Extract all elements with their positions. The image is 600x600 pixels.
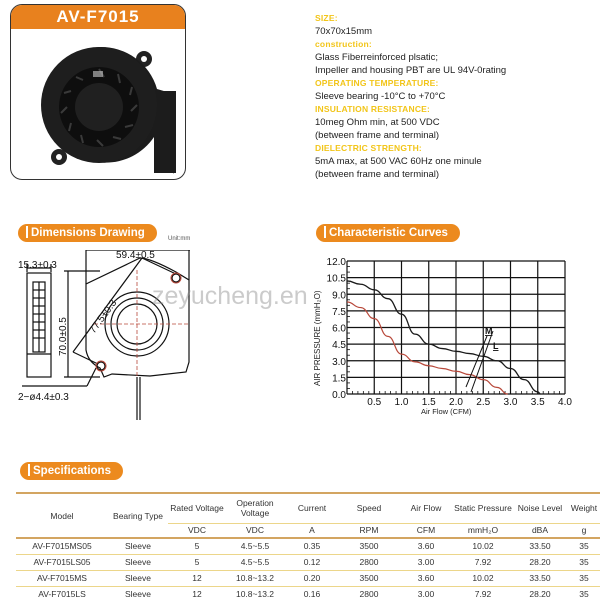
spec-insulation-resistance: [315, 103, 595, 142]
spec-label: OPERATING TEMPERATURE:: [315, 78, 439, 88]
spec-list: [315, 12, 595, 181]
spec-label: DIELECTRIC STRENGTH:: [315, 143, 422, 153]
cell-noise: 33.50: [512, 570, 568, 586]
dim-height: 70.0±0.5: [58, 317, 69, 356]
spec-value: Glass Fiberreinforced plsatic;: [315, 52, 439, 63]
cell-rated-voltage: 5: [168, 538, 226, 554]
x-tick-label: 2.5: [476, 397, 491, 408]
cell-speed: 3500: [340, 570, 398, 586]
chart-x-axis-label: Air Flow (CFM): [421, 407, 472, 416]
cell-air-flow: 3.00: [398, 554, 454, 570]
annotation-label-m: M: [485, 326, 493, 336]
cell-noise: 33.50: [512, 538, 568, 554]
y-tick-label: 12.0: [326, 257, 346, 268]
dim-thickness: 15.3±0.3: [18, 260, 57, 271]
cell-model: AV-F7015LS: [16, 586, 108, 600]
cell-current: 0.35: [284, 538, 340, 554]
cell-rated-voltage: 5: [168, 554, 226, 570]
dim-holes: 2−ø4.4±0.3: [18, 392, 69, 403]
cell-noise: 28.20: [512, 554, 568, 570]
y-tick-label: 7.5: [332, 306, 346, 318]
x-tick-label: 2.0: [449, 397, 463, 408]
pill-bar-icon: [26, 226, 28, 238]
section-title: Dimensions Drawing: [31, 227, 145, 239]
product-card: [10, 4, 186, 180]
cell-static-pressure: 7.92: [454, 554, 512, 570]
column-header-air-flow: Air Flow: [398, 493, 454, 523]
x-tick-label: 1.5: [421, 397, 436, 408]
unit-operation-voltage: VDC: [226, 523, 284, 538]
product-title: AV-F7015: [11, 5, 185, 29]
cell-speed: 3500: [340, 538, 398, 554]
column-header-bearing-type: Bearing Type: [108, 493, 168, 538]
cell-static-pressure: 10.02: [454, 538, 512, 554]
unit-speed: RPM: [340, 523, 398, 538]
y-tick-label: 0.0: [332, 390, 346, 401]
x-tick-label: 4.0: [558, 397, 572, 408]
section-header-curves: [316, 224, 460, 242]
cell-bearing: Sleeve: [108, 586, 168, 600]
cell-bearing: Sleeve: [108, 570, 168, 586]
annotation-label-l: L: [493, 341, 499, 351]
cell-air-flow: 3.60: [398, 538, 454, 554]
cell-air-flow: 3.60: [398, 570, 454, 586]
x-tick-label: 0.5: [367, 397, 382, 408]
spec-label: construction:: [315, 39, 372, 49]
spec-value: Sleeve bearing -10°C to +70°C: [315, 91, 446, 102]
pill-bar-icon: [324, 226, 326, 238]
table-row: [16, 554, 600, 570]
unit-air-flow: CFM: [398, 523, 454, 538]
x-tick-label: 3.0: [503, 397, 518, 408]
cell-operation-voltage: 4.5~5.5: [226, 538, 284, 554]
cell-model: AV-F7015MS: [16, 570, 108, 586]
table-row: [16, 586, 600, 600]
spec-value: (between frame and terminal): [315, 169, 440, 180]
cell-current: 0.20: [284, 570, 340, 586]
dimensions-drawing: [0, 250, 300, 420]
cell-current: 0.12: [284, 554, 340, 570]
unit-static-pressure: mmH₂O: [454, 523, 512, 538]
spec-value: Impeller and housing PBT are UL 94V-0rating: [315, 65, 507, 76]
column-header-model: Model: [16, 493, 108, 538]
cell-static-pressure: 7.92: [454, 586, 512, 600]
column-header-static-pressure: Static Pressure: [454, 493, 512, 523]
unit-weight: g: [568, 523, 600, 538]
pill-bar-icon: [28, 464, 30, 476]
section-header-specifications: [20, 462, 123, 480]
cell-current: 0.16: [284, 586, 340, 600]
dim-diagonal: 77.5±0.3: [87, 297, 120, 336]
cell-rated-voltage: 12: [168, 586, 226, 600]
cell-bearing: Sleeve: [108, 554, 168, 570]
spec-label: SIZE:: [315, 13, 338, 23]
unit-current: A: [284, 523, 340, 538]
cell-operation-voltage: 10.8~13.2: [226, 586, 284, 600]
characteristic-curves-chart: [300, 250, 600, 420]
spec-value: 70x70x15mm: [315, 26, 373, 37]
column-header-current: Current: [284, 493, 340, 523]
y-tick-label: 10.5: [326, 273, 346, 285]
spec-value: 5mA max, at 500 VAC 60Hz one minule: [315, 156, 482, 167]
spec-value: 10meg Ohm min, at 500 VDC: [315, 117, 440, 128]
y-tick-label: 3.0: [332, 356, 346, 368]
y-tick-label: 6.0: [332, 323, 346, 335]
y-tick-label: 4.5: [332, 340, 346, 352]
cell-weight: 35: [568, 570, 600, 586]
section-title: Characteristic Curves: [329, 227, 448, 239]
section-title: Specifications: [33, 465, 111, 477]
dim-width: 59.4±0.5: [116, 250, 155, 261]
spec-value: (between frame and terminal): [315, 130, 440, 141]
cell-weight: 35: [568, 586, 600, 600]
unit-note: Unit:mm: [168, 236, 191, 242]
spec-dielectric-strength: [315, 142, 595, 181]
unit-noise-level: dBA: [512, 523, 568, 538]
unit-rated-voltage: VDC: [168, 523, 226, 538]
table-row: [16, 570, 600, 586]
cell-operation-voltage: 10.8~13.2: [226, 570, 284, 586]
y-tick-label: 1.5: [332, 373, 346, 385]
blower-fan-photo: [29, 39, 179, 174]
cell-model: AV-F7015LS05: [16, 554, 108, 570]
spec-construction: [315, 38, 595, 77]
section-header-dimensions: [18, 224, 157, 242]
chart-y-axis-label: AIR PRESSURE (mmH₂O): [313, 290, 322, 386]
cell-weight: 35: [568, 538, 600, 554]
cell-weight: 35: [568, 554, 600, 570]
spec-label: INSULATION RESISTANCE:: [315, 104, 431, 114]
cell-operation-voltage: 4.5~5.5: [226, 554, 284, 570]
specifications-table: [16, 492, 600, 600]
spec-size: [315, 12, 595, 38]
column-header-speed: Speed: [340, 493, 398, 523]
column-header-operation-voltage: Operation Voltage: [226, 493, 284, 523]
cell-bearing: Sleeve: [108, 538, 168, 554]
column-header-rated-voltage: Rated Voltage: [168, 493, 226, 523]
spec-operating-temperature: [315, 77, 595, 103]
y-tick-label: 9.0: [332, 290, 346, 302]
cell-speed: 2800: [340, 554, 398, 570]
x-tick-label: 3.5: [530, 397, 545, 408]
watermark: zeyucheng.en: [152, 282, 308, 310]
table-row: [16, 538, 600, 554]
cell-model: AV-F7015MS05: [16, 538, 108, 554]
cell-noise: 28.20: [512, 586, 568, 600]
column-header-weight: Weight: [568, 493, 600, 523]
cell-static-pressure: 10.02: [454, 570, 512, 586]
cell-air-flow: 3.00: [398, 586, 454, 600]
x-tick-label: 1.0: [394, 397, 409, 408]
cell-rated-voltage: 12: [168, 570, 226, 586]
cell-speed: 2800: [340, 586, 398, 600]
column-header-noise-level: Noise Level: [512, 493, 568, 523]
